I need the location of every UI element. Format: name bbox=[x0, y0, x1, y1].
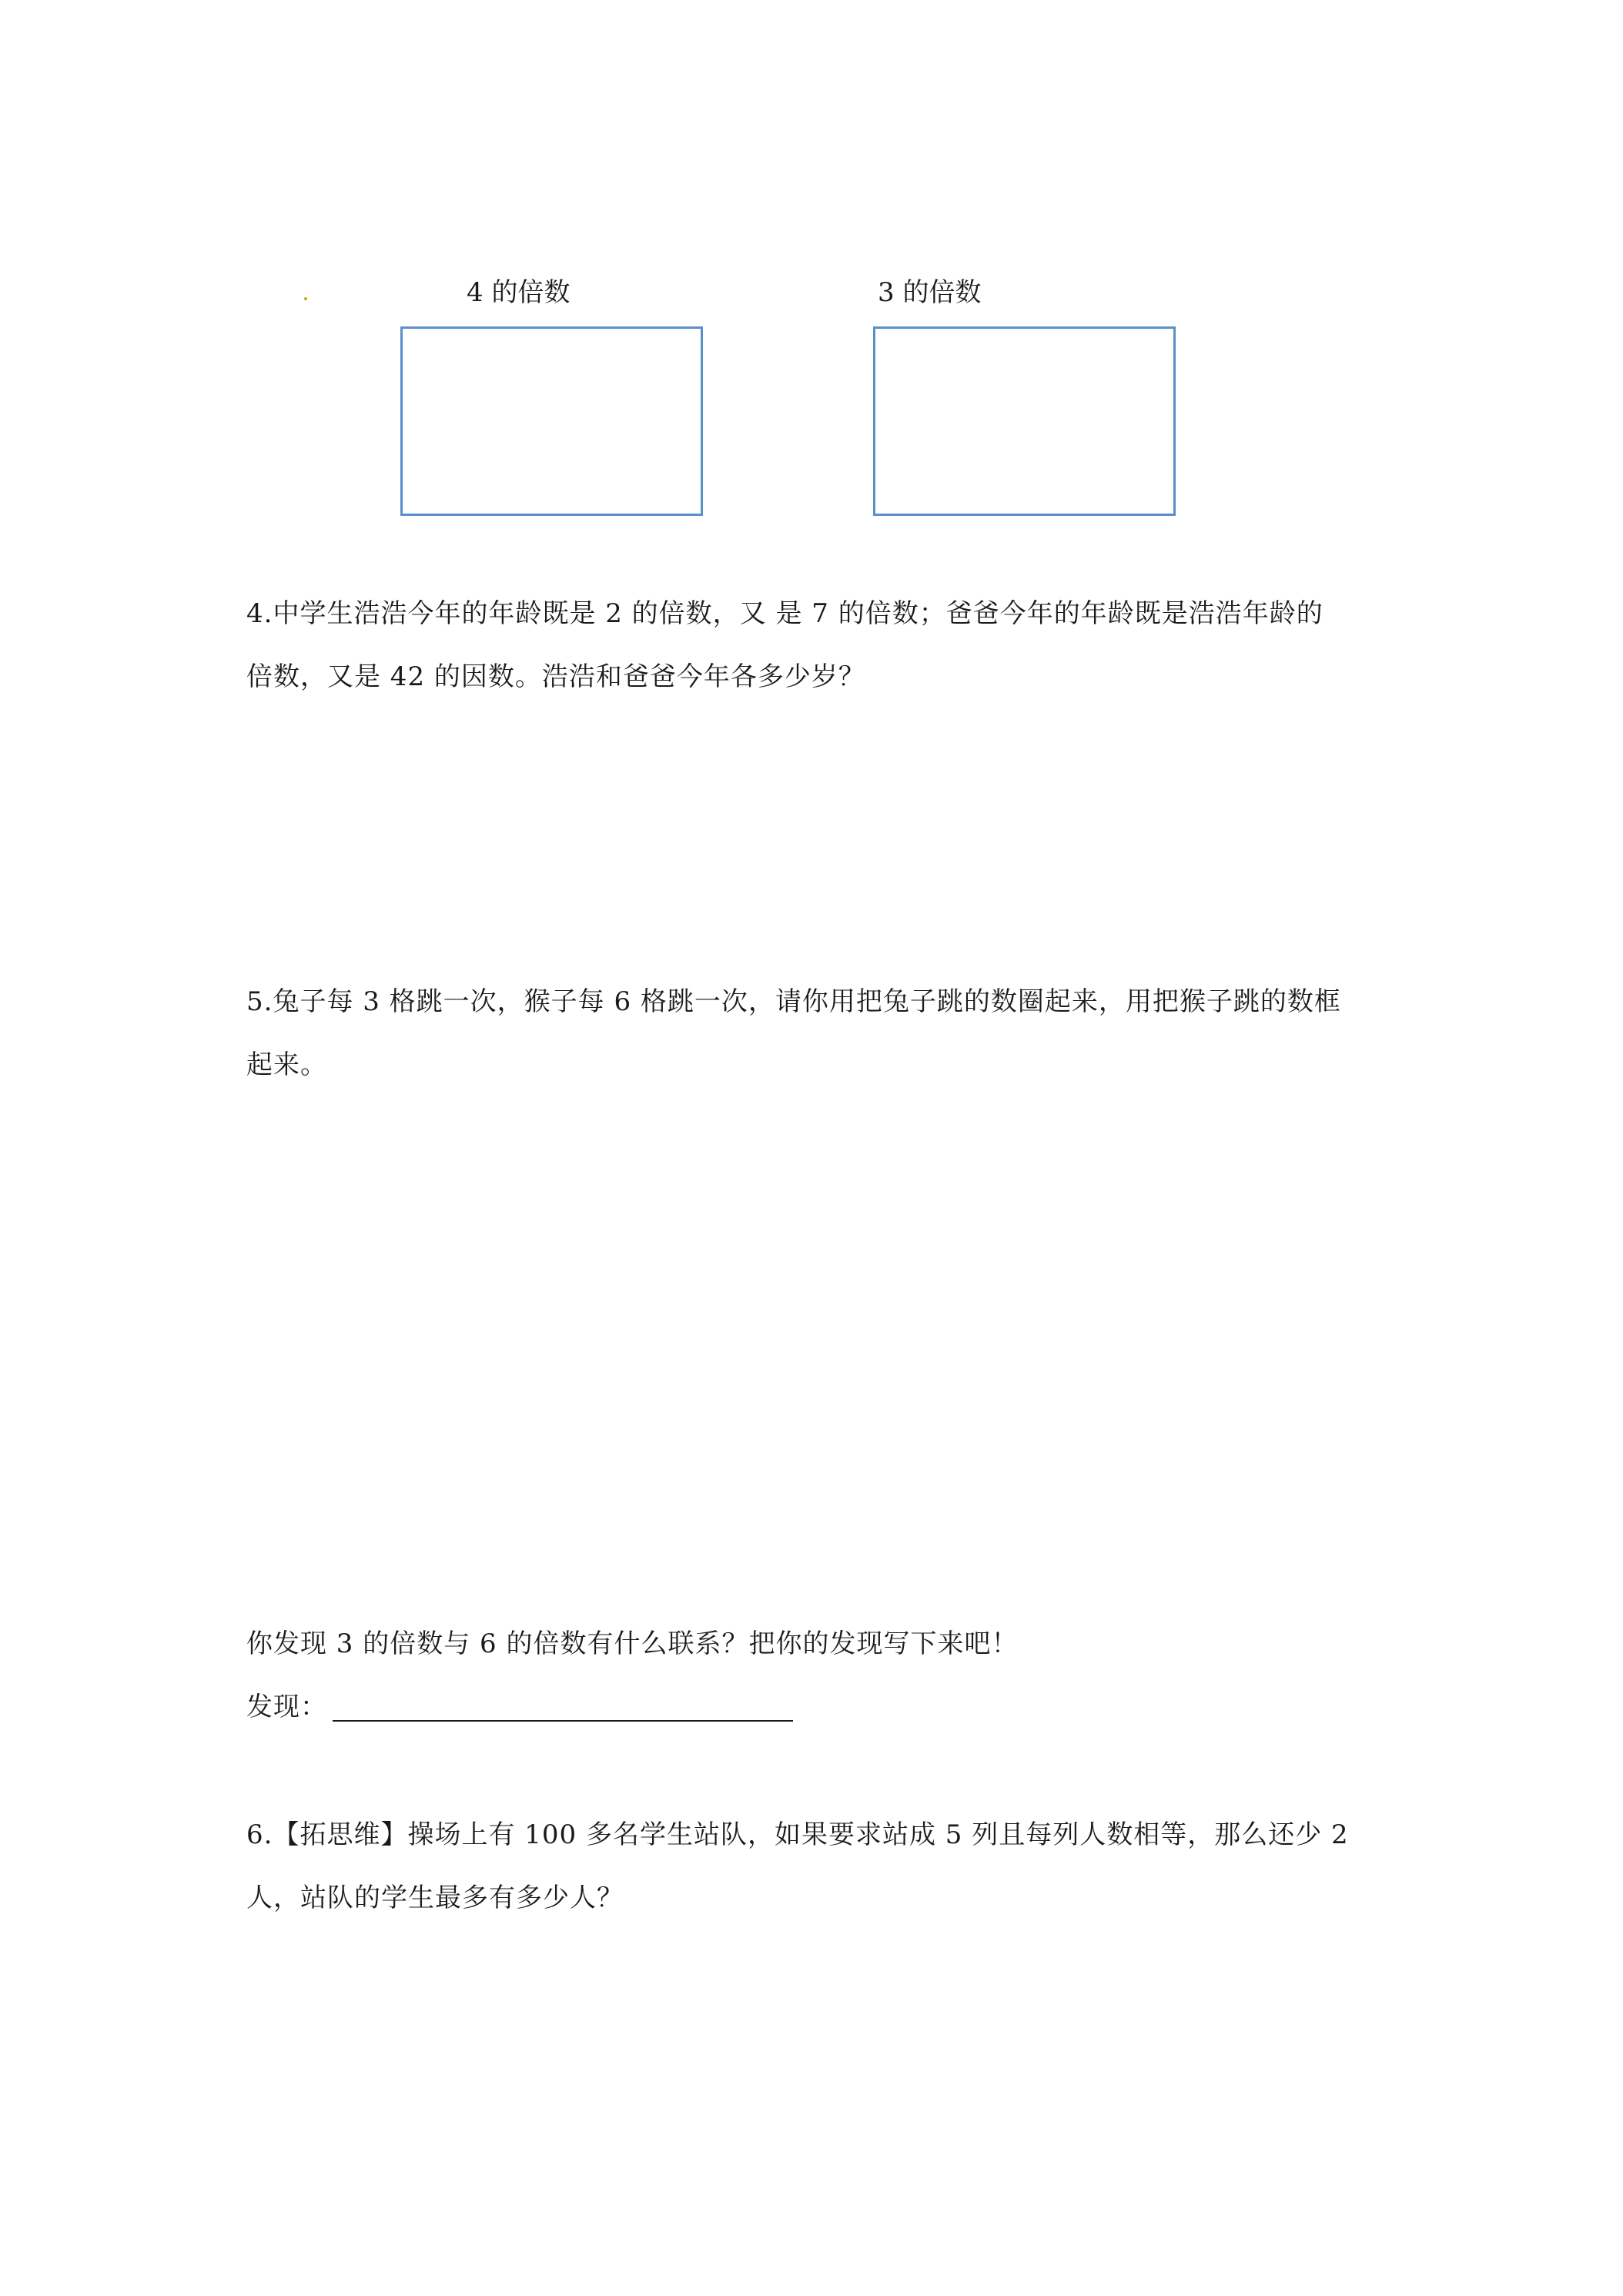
multiples-of-4-box[interactable] bbox=[400, 326, 703, 516]
question-5-line-2: 起来。 bbox=[246, 1049, 327, 1080]
finding-label: 发现： bbox=[246, 1692, 327, 1722]
multiples-of-3-label: 3 的倍数 bbox=[878, 277, 982, 308]
question-6-line-2: 人，站队的学生最多有多少人？ bbox=[246, 1883, 624, 1913]
question-5-line-1: 5.兔子每 3 格跳一次，猴子每 6 格跳一次，请你用把兔子跳的数圈起来，用把猴子跳的数框 bbox=[246, 986, 1341, 1017]
multiples-of-4-label: 4 的倍数 bbox=[467, 277, 571, 308]
stray-mark bbox=[304, 297, 307, 300]
question-4-line-2: 倍数，又是 42 的因数。浩浩和爸爸今年各多少岁？ bbox=[246, 661, 865, 692]
question-5-followup: 你发现 3 的倍数与 6 的倍数有什么联系？把你的发现写下来吧！ bbox=[246, 1628, 1019, 1659]
question-6-line-1: 6.【拓思维】操场上有 100 多名学生站队，如果要求站成 5 列且每列人数相等，那么还少 2 bbox=[246, 1819, 1349, 1850]
multiples-of-3-box[interactable] bbox=[873, 326, 1176, 516]
finding-answer-line[interactable] bbox=[333, 1720, 793, 1722]
question-4-line-1: 4.中学生浩浩今年的年龄既是 2 的倍数，又 是 7 的倍数；爸爸今年的年龄既是浩浩年龄的 bbox=[246, 598, 1323, 629]
